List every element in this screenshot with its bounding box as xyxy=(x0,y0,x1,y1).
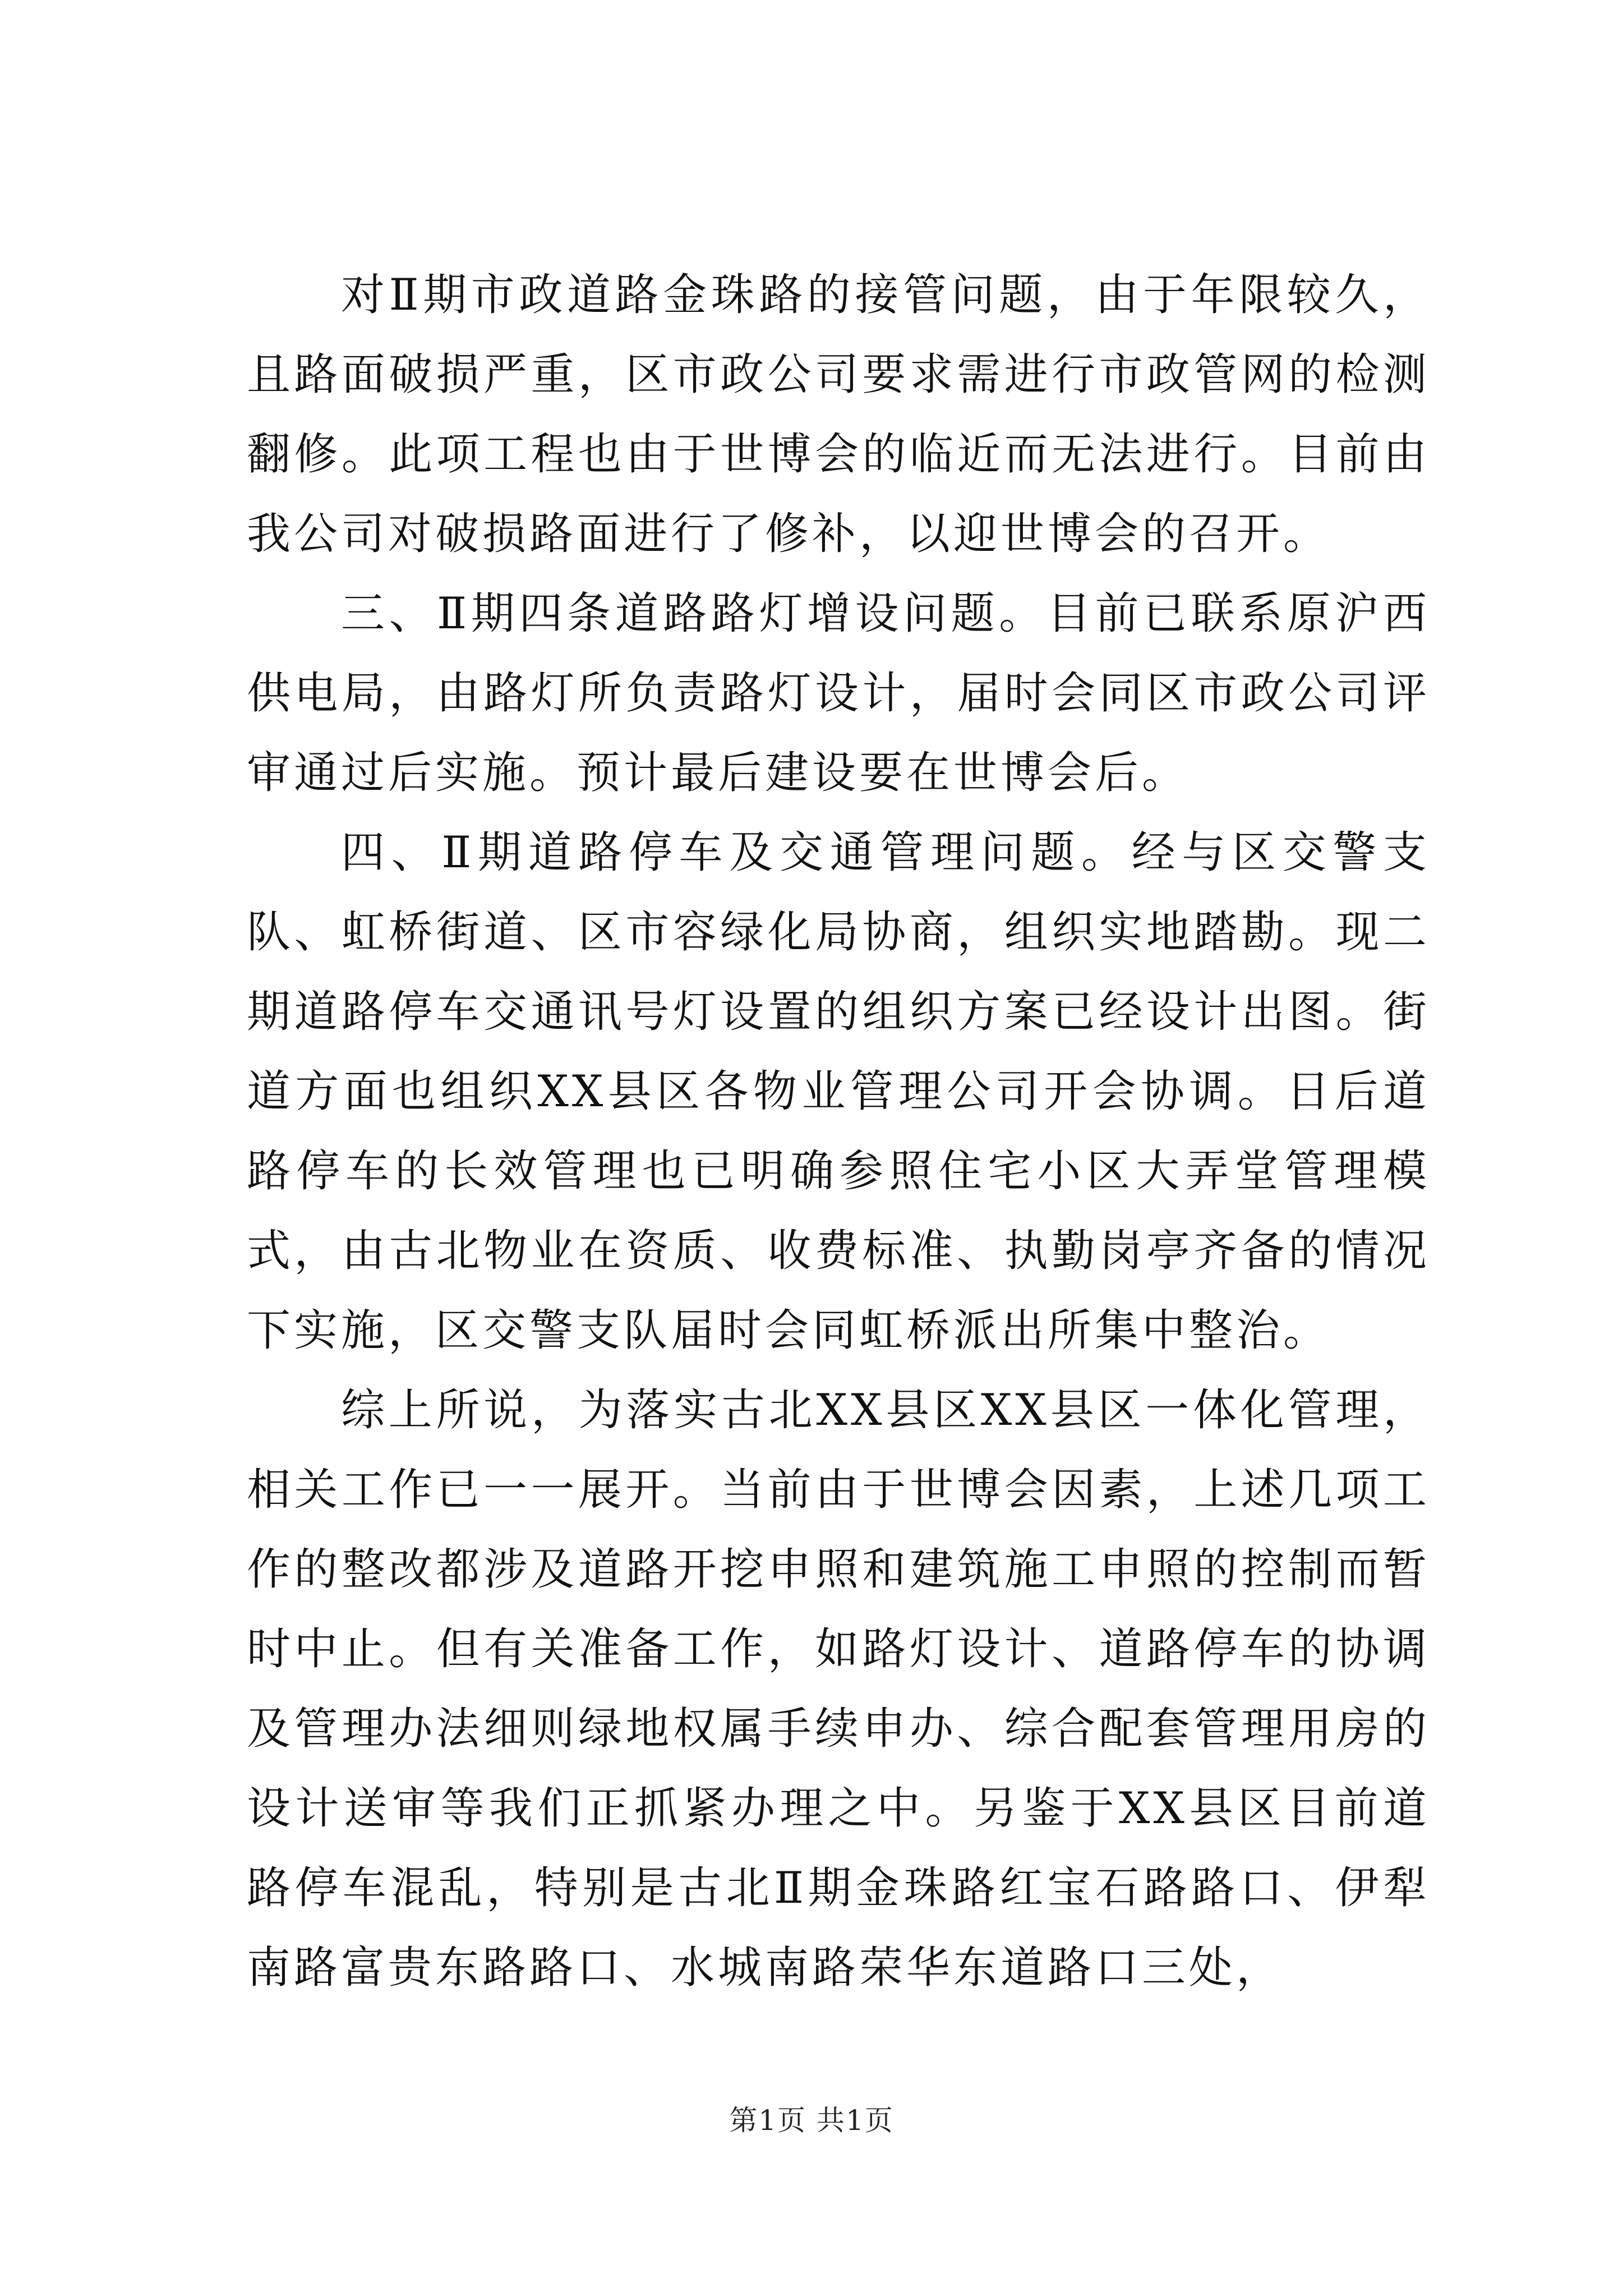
paragraph-3: 四、Ⅱ期道路停车及交通管理问题。经与区交警支队、虹桥街道、区市容绿化局协商，组织实地踏勘。现二期道路停车交通讯号灯设置的组织方案已经设计出图。街道方面也组织XX县区各物业管理公司开会协调。日后道路停车的长效管理也已明确参照住宅小区大弄堂管理模式，由古北物业在资质、收费标准、执勤岗亭齐备的情况下实施，区交警支队届时会同虹桥派出所集中整治。 xyxy=(247,827,1430,1356)
document-body xyxy=(247,255,1430,2008)
paragraph-1: 对Ⅱ期市政道路金珠路的接管问题，由于年限较久，且路面破损严重，区市政公司要求需进行市政管网的检测翻修。此项工程也由于世博会的临近而无法进行。目前由我公司对破损路面进行了修补，以迎世博会的召开。 xyxy=(247,270,1430,559)
page-footer: 第1页 共1页 xyxy=(729,2104,894,2137)
paragraph-2: 三、Ⅱ期四条道路路灯增设问题。目前已联系原沪西供电局，由路灯所负责路灯设计，届时会同区市政公司评审通过后实施。预计最后建设要在世博会后。 xyxy=(247,588,1430,798)
paragraph-4: 综上所说，为落实古北XX县区XX县区一体化管理，相关工作已一一展开。当前由于世博会因素，上述几项工作的整改都涉及道路开挖申照和建筑施工申照的控制而暂时中止。但有关准备工作，如路灯设计、道路停车的协调及管理办法细则绿地权属手续申办、综合配套管理用房的设计送审等我们正抓紧办理之中。另鉴于XX县区目前道路停车混乱，特别是古北Ⅱ期金珠路红宝石路路口、伊犁南路富贵东路路口、水城南路荣华东道路口三处， xyxy=(247,1385,1430,1993)
